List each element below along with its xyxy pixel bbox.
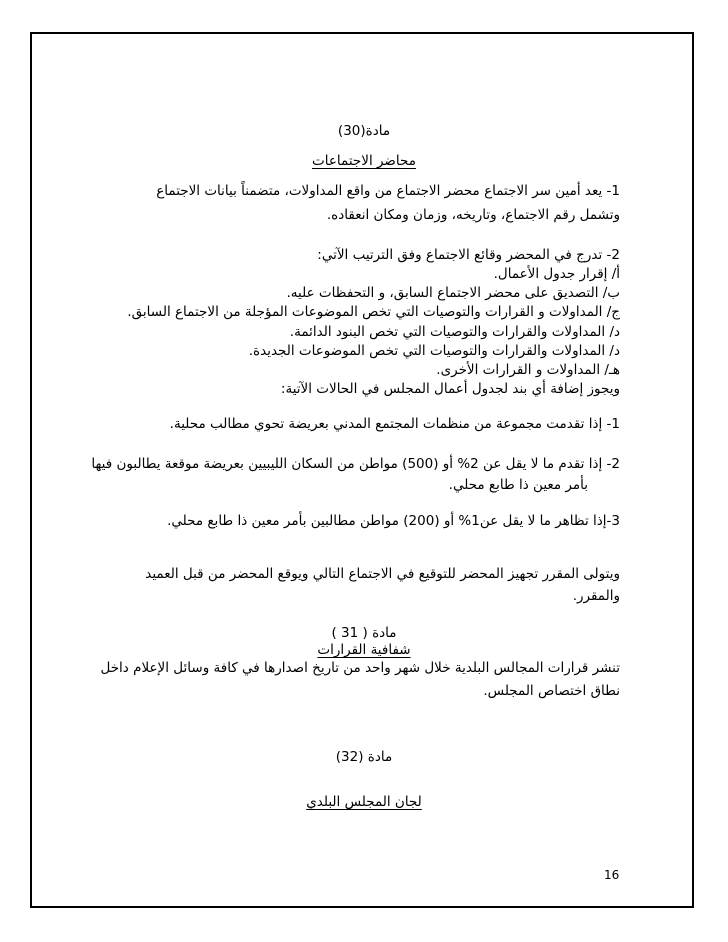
paragraph-2: 2- تدرج في المحضر وقائع الاجتماع وفق الترتيب الآتي: [317,247,620,263]
article-32-title: لجان المجلس البلدي [306,794,422,810]
list-item-d2: د/ المداولات والقرارات والتوصيات التي تخص الموضوعات الجديدة. [248,343,620,359]
article-31-title: شفافية القرارات [317,642,411,658]
closing-line-1: ويتولى المقرر تجهيز المحضر للتوقيع في الاجتماع التالي ويوقع المحضر من قبل العميد [145,566,620,582]
list-item-c: ج/ المداولات و القرارات والتوصيات التي تخص الموضوعات المؤجلة من الاجتماع السابق. [127,304,620,320]
closing-line-2: والمقرر. [572,588,620,604]
list-item-b: ب/ التصديق على محضر الاجتماع السابق، و التحفظات عليه. [286,285,620,301]
list-item-d1: د/ المداولات والقرارات والتوصيات التي تخص البنود الدائمة. [289,324,620,340]
case-1: 1- إذا تقدمت مجموعة من منظمات المجتمع المدني بعريضة تحوي مطالب محلية. [169,416,620,432]
paragraph-1-line-2: وتشمل رقم الاجتماع، وتاريخه، وزمان ومكان انعقاده. [326,207,620,223]
article-30-heading: مادة(30) [337,123,391,139]
article-31-line-2: نطاق اختصاص المجلس. [483,683,620,699]
list-item-a: أ/ إقرار جدول الأعمال. [493,266,620,282]
article-31-heading: مادة ( 31 ) [331,625,397,641]
article-32-heading: مادة (32) [335,749,393,765]
case-2-line-1: 2- إذا تقدم ما لا يقل عن 2% أو (500) مواطن من السكان الليبيين بعريضة موقعة يطالبون فيها [91,456,620,472]
case-2-line-2: بأمر معين ذا طابع محلي. [448,477,588,493]
article-31-line-1: تنشر قرارات المجالس البلدية خلال شهر واحد من تاريخ اصدارها في كافة وسائل الإعلام داخل [100,660,620,676]
case-3: 3-إذا تظاهر ما لا يقل عن1% أو (200) مواطن مطالبين بأمر معين ذا طابع محلي. [167,513,620,529]
page-number: 16 [604,868,620,882]
paragraph-1-line-1: 1- يعد أمين سر الاجتماع محضر الاجتماع من واقع المداولات، متضمناً بيانات الاجتماع [156,183,620,199]
add-item-intro: ويجوز إضافة أي بند لجدول أعمال المجلس في الحالات الآتية: [280,381,620,397]
list-item-h: هـ/ المداولات و القرارات الأخرى. [436,362,620,378]
article-30-title: محاضر الاجتماعات [312,153,416,169]
